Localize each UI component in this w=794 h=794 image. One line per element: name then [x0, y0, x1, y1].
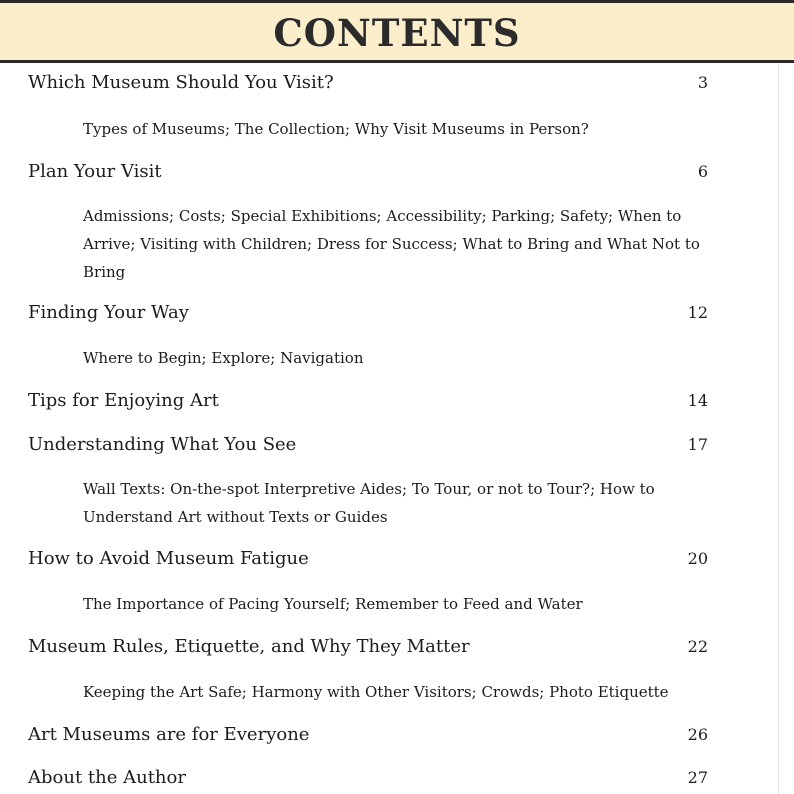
toc-entry-title: Museum Rules, Etiquette, and Why They Matter	[28, 636, 470, 657]
contents-header	[0, 0, 794, 63]
toc-entry-page: 14	[687, 391, 708, 410]
toc-entry-title: How to Avoid Museum Fatigue	[28, 548, 309, 569]
toc-entry-page: 17	[687, 435, 708, 454]
toc-entry[interactable]	[28, 544, 708, 574]
toc-entry-subtopics: Keeping the Art Safe; Harmony with Other Visitors; Crowds; Photo Etiquette	[83, 683, 669, 701]
toc-entry-page: 6	[697, 162, 708, 181]
toc-entry-title: Art Museums are for Everyone	[28, 724, 310, 745]
toc-entry[interactable]	[28, 632, 708, 662]
toc-entry-subtopics: The Importance of Pacing Yourself; Remember to Feed and Water	[83, 595, 583, 613]
toc-entry-title: Which Museum Should You Visit?	[28, 72, 334, 93]
toc-entry[interactable]	[28, 157, 708, 187]
toc-entry-page: 22	[687, 637, 708, 656]
toc-entry-subtopics: Admissions; Costs; Special Exhibitions; Accessibility; Parking; Safety; When to Arrive; Visiting with Children; Dress for Success; What to Bring and What Not to Bring	[83, 207, 700, 281]
toc-entry[interactable]	[28, 298, 708, 328]
page-title: CONTENTS	[273, 10, 521, 55]
toc-entry-page: 20	[687, 549, 708, 568]
toc-entry-page: 26	[687, 725, 708, 744]
toc-entry-title: About the Author	[28, 767, 186, 788]
toc-entry-title: Understanding What You See	[28, 434, 297, 455]
toc-entry-subtopics: Where to Begin; Explore; Navigation	[83, 349, 364, 367]
toc-entry-title: Plan Your Visit	[28, 161, 162, 182]
toc-entry-subtopics: Wall Texts: On-the-spot Interpretive Aides; To Tour, or not to Tour?; How to Understand Art without Texts or Guides	[83, 480, 655, 526]
toc-entry-page: 3	[697, 73, 708, 92]
toc-entry-title: Tips for Enjoying Art	[28, 390, 219, 411]
toc-entry[interactable]	[28, 430, 708, 460]
toc-entry-page: 12	[687, 303, 708, 322]
toc-entry[interactable]	[28, 386, 708, 416]
toc-entry-title: Finding Your Way	[28, 302, 189, 323]
toc-entry[interactable]	[28, 68, 708, 98]
toc-entry-page: 27	[687, 768, 708, 787]
toc-entry[interactable]	[28, 763, 708, 793]
toc-entry-subtopics: Types of Museums; The Collection; Why Visit Museums in Person?	[83, 120, 589, 138]
page-edge-divider	[778, 63, 779, 794]
toc-entry[interactable]	[28, 720, 708, 750]
